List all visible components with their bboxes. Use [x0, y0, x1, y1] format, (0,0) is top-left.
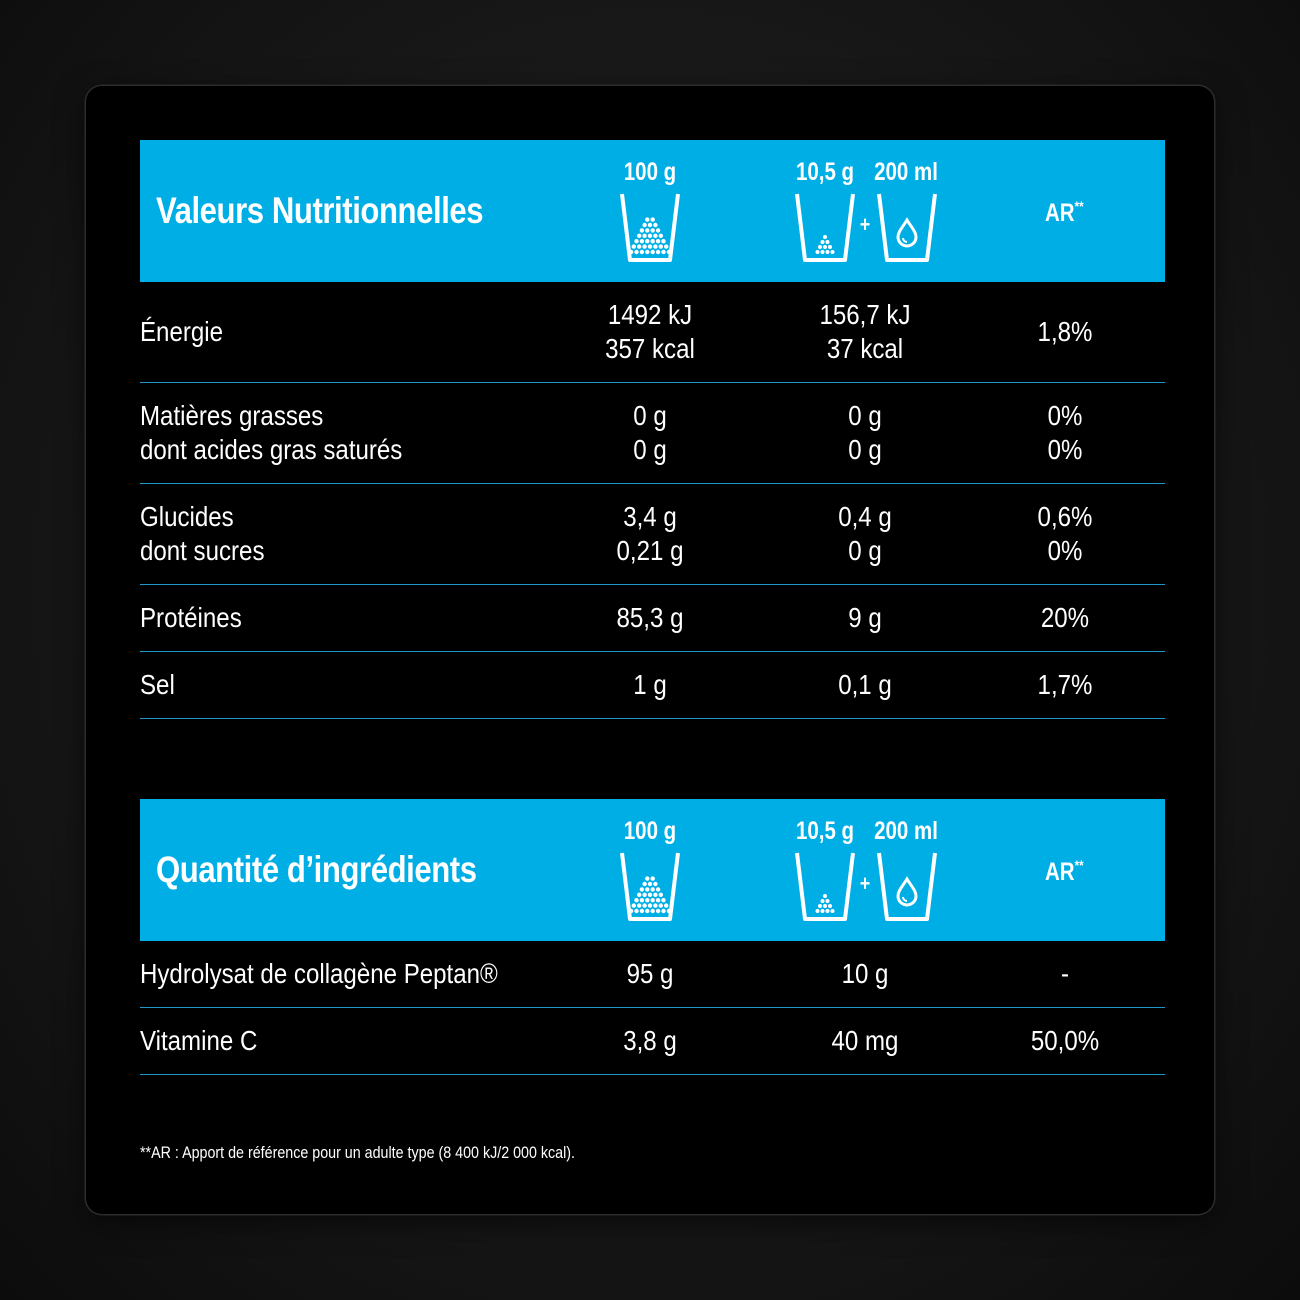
table-row — [140, 941, 1165, 1008]
footnote: **AR : Apport de référence pour un adulte type (8 400 kJ/2 000 kcal). — [140, 1143, 576, 1162]
row-name: Matières grasses dont acides gras saturés — [140, 400, 403, 465]
row-ar: 1,8% — [1037, 316, 1093, 347]
dose-dots — [816, 894, 835, 913]
row-serving: 0,4 g 0 g — [838, 501, 892, 566]
row-ar: 1,7% — [1037, 669, 1093, 700]
ingredients-header — [140, 799, 1165, 941]
row-name: Énergie — [140, 316, 224, 347]
col-water-label: 200 ml — [874, 158, 938, 186]
row-serving: 0,1 g — [838, 669, 892, 700]
powder-dots — [629, 876, 671, 913]
glass-dose-icon — [793, 851, 857, 923]
row-per100: 3,8 g — [623, 1025, 677, 1056]
col-100g-label: 100 g — [623, 158, 677, 186]
row-serving: 10 g — [841, 958, 889, 989]
table-row — [140, 652, 1165, 719]
row-per100: 0 g 0 g — [633, 400, 667, 465]
col-ar-label: AR** — [1045, 198, 1084, 227]
ingredients-title: Quantité d’ingrédients — [156, 849, 477, 890]
row-ar: 0% 0% — [1047, 400, 1083, 465]
glass-water-icon — [875, 192, 939, 264]
nutrition-title: Valeurs Nutritionnelles — [156, 190, 484, 231]
table-row — [140, 383, 1165, 484]
row-per100: 1 g — [633, 669, 667, 700]
col-dose-label: 10,5 g — [795, 158, 855, 186]
row-ar: - — [1060, 958, 1070, 989]
row-serving: 9 g — [848, 602, 882, 633]
dose-dots — [816, 235, 835, 254]
row-ar: 20% — [1040, 602, 1090, 633]
row-per100: 85,3 g — [616, 602, 684, 633]
col-water-label: 200 ml — [874, 817, 938, 845]
row-per100: 3,4 g 0,21 g — [616, 501, 684, 566]
row-ar: 50,0% — [1030, 1025, 1100, 1056]
powder-dots — [629, 217, 671, 254]
row-name: Glucides dont sucres — [140, 501, 265, 566]
glass-powder-icon — [618, 851, 682, 923]
table-row — [140, 484, 1165, 585]
glass-dose-icon — [793, 192, 857, 264]
row-name: Protéines — [140, 602, 242, 633]
row-name: Sel — [140, 669, 175, 700]
table-row — [140, 1008, 1165, 1075]
col-100g-label: 100 g — [623, 817, 677, 845]
col-dose-label: 10,5 g — [795, 817, 855, 845]
col-ar-label: AR** — [1045, 857, 1084, 886]
row-serving: 0 g 0 g — [848, 400, 882, 465]
glass-water-icon — [875, 851, 939, 923]
row-per100: 1492 kJ 357 kcal — [605, 299, 695, 364]
table-row — [140, 585, 1165, 652]
row-serving: 40 mg — [831, 1025, 899, 1056]
glass-powder-icon — [618, 192, 682, 264]
table-row — [140, 282, 1165, 383]
nutrition-section — [140, 140, 1165, 719]
row-per100: 95 g — [626, 958, 674, 989]
plus-sign: + — [859, 212, 871, 237]
plus-sign: + — [859, 871, 871, 896]
ingredients-section — [140, 799, 1165, 1075]
row-name: Vitamine C — [140, 1025, 258, 1056]
row-ar: 0,6% 0% — [1037, 501, 1093, 566]
nutrition-header — [140, 140, 1165, 282]
row-name: Hydrolysat de collagène Peptan® — [140, 958, 498, 989]
row-serving: 156,7 kJ 37 kcal — [819, 299, 911, 364]
